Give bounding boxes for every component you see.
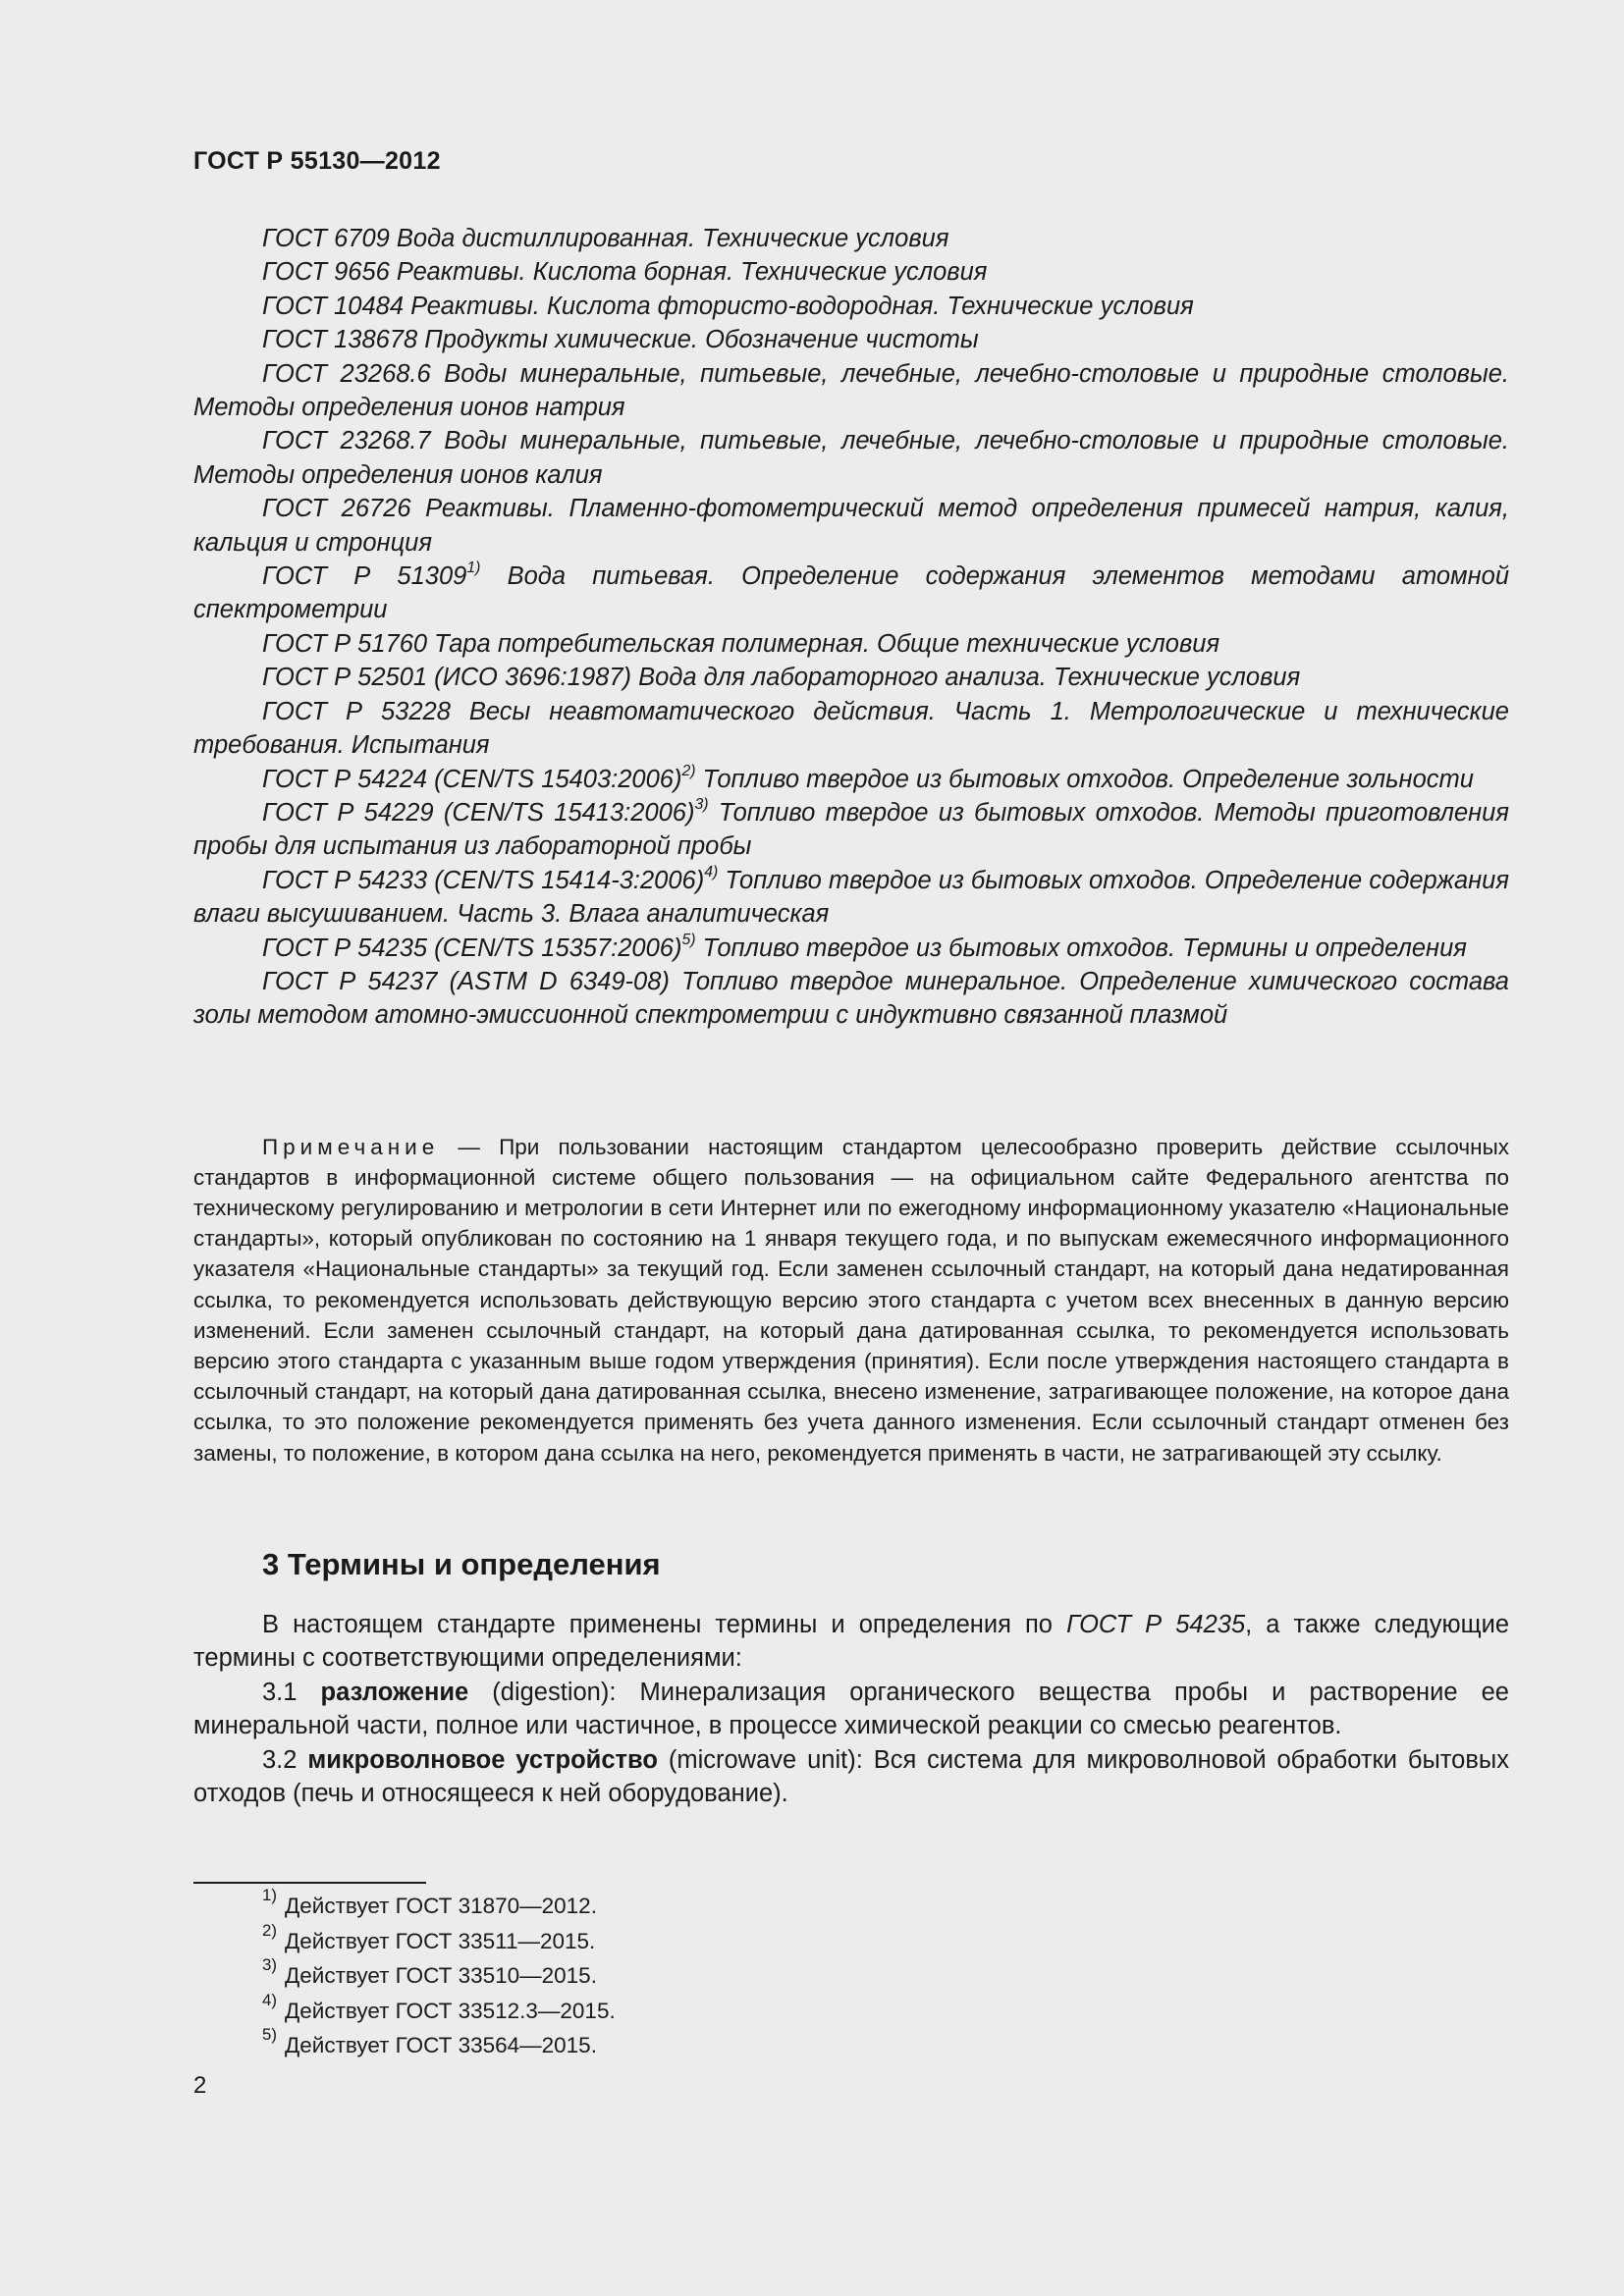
footnote-mark: 1) [262, 1886, 277, 1905]
document-header: ГОСТ Р 55130—2012 [193, 147, 441, 175]
section-title: 3 Термины и определения [262, 1547, 661, 1581]
term-name: микроволновое устройство [307, 1745, 658, 1774]
reference-item: ГОСТ Р 53228 Весы неавтоматического действия. Часть 1. Метрологические и технические требования. Испытания [193, 697, 1509, 760]
footnote-divider [193, 1882, 426, 1884]
reference-item: ГОСТ Р 54237 (ASTM D 6349-08) Топливо твердое минеральное. Определение химического состава золы методом атомно-эмиссионной спектрометрии с индуктивно связанной плазмой [193, 967, 1509, 1030]
footnote: $^{3)}$ Действует ГОСТ 33510—2015. [262, 1955, 597, 1988]
reference-item: ГОСТ 26726 Реактивы. Пламенно-фотометрический метод определения примесей натрия, калия, кальция и стронция [193, 495, 1509, 557]
reference-item: ГОСТ 6709 Вода дистиллированная. Технические условия [262, 225, 949, 252]
intro-reference: ГОСТ Р 54235 [1066, 1611, 1246, 1638]
reference-item: ГОСТ Р 54233 (CEN/TS 15414-3:2006)$^{4)}$ Топливо твердое из бытовых отходов. Определение содержания влаги высушиванием. Часть 3. Влага аналитическая [193, 863, 1509, 929]
term-name: разложение [320, 1678, 469, 1706]
footnote-mark: 2) [681, 762, 696, 779]
section-body [193, 1608, 1509, 1810]
term-definition: 3.1 разложение (digestion): Минерализация органического вещества пробы и растворение ее минеральной части, полное или частичное, в процессе химической реакции со смесью реагентов. [193, 1678, 1509, 1740]
reference-item: ГОСТ Р 51760 Тара потребительская полимерная. Общие технические условия [262, 629, 1220, 658]
footnotes [262, 1886, 616, 2063]
footnote-mark: 5) [681, 931, 696, 948]
reference-item: ГОСТ 9656 Реактивы. Кислота борная. Технические условия [262, 258, 988, 287]
footnote: $^{4)}$ Действует ГОСТ 33512.3—2015. [262, 1990, 616, 2023]
reference-item: ГОСТ 23268.6 Воды минеральные, питьевые, лечебные, лечебно-столовые и природные столовые. Методы определения ионов натрия [193, 359, 1509, 422]
note-paragraph [193, 1132, 1509, 1468]
reference-item: ГОСТ Р 51309$^{1)}$ Вода питьевая. Определение содержания элементов методами атомной спектрометрии [193, 560, 1509, 624]
reference-item: ГОСТ Р 52501 (ИСО 3696:1987) Вода для лабораторного анализа. Технические условия [262, 664, 1301, 692]
footnote-mark: 4) [262, 1990, 277, 2009]
footnote-mark: 5) [262, 2025, 277, 2045]
reference-item: ГОСТ 138678 Продукты химические. Обозначение чистоты [262, 326, 979, 354]
reference-item: ГОСТ Р 54235 (CEN/TS 15357:2006)$^{5)}$ Топливо твердое из бытовых отходов. Термины и определения [262, 931, 1467, 962]
footnote-mark: 3) [694, 796, 709, 814]
footnote-mark: 1) [466, 560, 481, 577]
footnote: $^{1)}$ Действует ГОСТ 31870—2012. [262, 1886, 597, 1918]
footnote: $^{2)}$ Действует ГОСТ 33511—2015. [262, 1920, 596, 1953]
reference-item: ГОСТ Р 54229 (CEN/TS 15413:2006)$^{3)}$ Топливо твердое из бытовых отходов. Методы приготовления пробы для испытания из лабораторной пробы [193, 796, 1509, 861]
section-intro: В настоящем стандарте применены термины и определения по ГОСТ Р 54235, а также следующие термины с соответствующими определениями: [193, 1611, 1510, 1673]
note-label: Примечание [262, 1134, 440, 1159]
page-number: 2 [193, 2072, 207, 2099]
note-text: — При пользовании настоящим стандартом целесообразно проверить действие ссылочных стандартов в информационной системе общего пользования — на официальном сайте Федерального агентства по техническому регулированию и метрологии в сети Интернет или по ежегодному информационному указателю «Национальные стандарты», который опубликован по состоянию на 1 января текущего года, и по выпускам ежемесячного информационного указателя «Национальные стандарты» за текущий год. Если заменен ссылочный стандарт, на который дана недатированная ссылка, то рекомендуется использовать действующую версию этого стандарта с учетом всех внесенных в данную версию изменений. Если заменен ссылочный стандарт, на который дана датированная ссылка, то рекомендуется использовать версию этого стандарта с указанным выше годом утверждения (принятия). Если после утверждения настоящего стандарта в ссылочный стандарт, на который дана датированная ссылка, внесено изменение, затрагивающее положение, на которое дана ссылка, то это положение рекомендуется применять без учета данного изменения. Если ссылочный стандарт отменен без замены, то положение, в котором дана ссылка на него, рекомендуется применять в части, не затрагивающей эту ссылку. [193, 1134, 1509, 1466]
footnote-mark: 2) [262, 1920, 277, 1940]
term-definition: 3.2 микроволновое устройство (microwave unit): Вся система для микроволновой обработки бытовых отходов (печь и относящееся к ней оборудование). [193, 1745, 1509, 1808]
reference-item: ГОСТ 10484 Реактивы. Кислота фтористо-водородная. Технические условия [262, 292, 1194, 320]
reference-item: ГОСТ 23268.7 Воды минеральные, питьевые, лечебные, лечебно-столовые и природные столовые. Методы определения ионов калия [193, 427, 1509, 489]
footnote-mark: 3) [262, 1955, 277, 1975]
reference-item: ГОСТ Р 54224 (CEN/TS 15403:2006)$^{2)}$ Топливо твердое из бытовых отходов. Определение зольности [262, 762, 1474, 793]
footnote-mark: 4) [704, 863, 719, 881]
references-list [193, 222, 1509, 1033]
footnote: $^{5)}$ Действует ГОСТ 33564—2015. [262, 2025, 597, 2057]
